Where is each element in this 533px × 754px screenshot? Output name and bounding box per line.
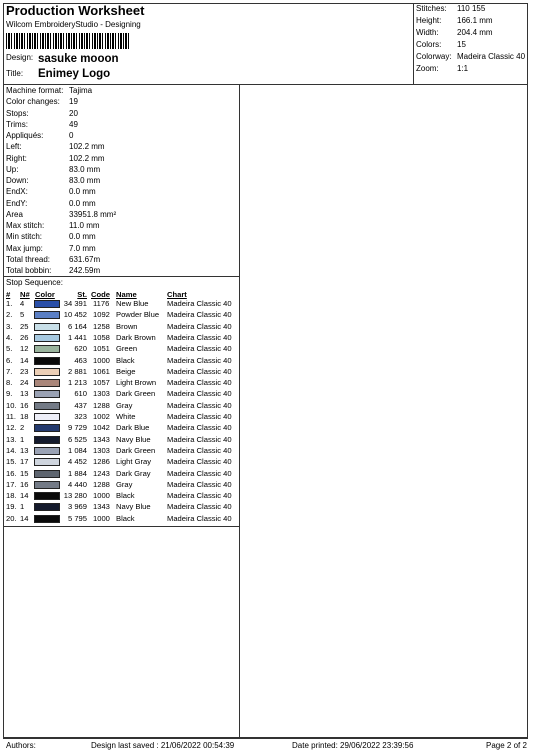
- summary-value: 1:1: [457, 64, 469, 73]
- summary-label: Colorway:: [416, 52, 452, 61]
- row-code: 1243: [93, 468, 110, 478]
- row-code: 1288: [93, 400, 110, 410]
- row-code: 1303: [93, 389, 110, 399]
- col-header-st: St.: [77, 290, 87, 299]
- color-swatch: [34, 458, 60, 466]
- column-divider: [239, 84, 240, 738]
- footer-divider: [3, 738, 528, 739]
- color-swatch: [34, 470, 60, 478]
- row-code: 1057: [93, 378, 110, 388]
- row-chart: Madeira Classic 40: [167, 299, 232, 308]
- row-code: 1343: [93, 434, 110, 444]
- row-needle: 25: [20, 321, 29, 331]
- spec-label: Color changes:: [6, 97, 60, 107]
- color-swatch: [34, 334, 60, 342]
- row-color-name: Light Gray: [116, 457, 152, 467]
- table-bottom-divider: [3, 526, 239, 527]
- summary-value: Madeira Classic 40: [457, 52, 526, 61]
- summary-label: Width:: [416, 28, 439, 37]
- spec-value: 631.67m: [69, 254, 101, 264]
- row-needle: 13: [20, 389, 29, 399]
- col-header-code: Code: [91, 290, 110, 299]
- row-needle: 1: [20, 434, 25, 444]
- spec-value: 102.2 mm: [69, 153, 105, 163]
- row-chart: Madeira Classic 40: [167, 321, 232, 331]
- row-needle: 12: [20, 344, 29, 354]
- row-code: 1002: [93, 412, 110, 421]
- row-chart: Madeira Classic 40: [167, 355, 232, 365]
- summary-divider: [413, 3, 414, 84]
- row-code: 1176: [93, 299, 110, 308]
- row-stitches: 4 452: [67, 457, 87, 467]
- color-swatch: [34, 447, 60, 455]
- row-needle: 15: [20, 468, 29, 478]
- row-code: 1058: [93, 332, 110, 342]
- col-header-num: #: [6, 290, 11, 299]
- software-subtitle: Wilcom EmbroideryStudio - Designing: [6, 20, 141, 29]
- spec-value: Tajima: [69, 86, 93, 95]
- row-number: 1.: [6, 299, 13, 308]
- row-stitches: 2 881: [67, 366, 87, 376]
- row-needle: 23: [20, 366, 29, 376]
- spec-label: EndY:: [6, 198, 28, 208]
- color-swatch: [34, 492, 60, 500]
- row-chart: Madeira Classic 40: [167, 468, 232, 478]
- row-stitches: 10 452: [63, 310, 87, 320]
- stop-sequence-title: Stop Sequence:: [6, 278, 63, 287]
- color-swatch: [34, 424, 60, 432]
- summary-value: 110 155: [457, 4, 486, 13]
- color-swatch: [34, 323, 60, 331]
- row-number: 12.: [6, 423, 17, 433]
- row-code: 1061: [93, 366, 110, 376]
- row-chart: Madeira Classic 40: [167, 344, 232, 354]
- row-number: 17.: [6, 479, 17, 489]
- row-needle: 14: [20, 491, 29, 501]
- row-needle: 18: [20, 412, 29, 421]
- row-color-name: Black: [116, 355, 135, 365]
- col-header-chart: Chart: [167, 290, 187, 299]
- design-label: Design:: [6, 53, 34, 62]
- spec-value: 19: [69, 97, 78, 107]
- row-stitches: 1 441: [67, 332, 87, 342]
- summary-value: 204.4 mm: [457, 28, 493, 37]
- col-header-name: Name: [116, 290, 137, 299]
- row-chart: Madeira Classic 40: [167, 491, 232, 501]
- row-number: 16.: [6, 468, 17, 478]
- row-color-name: Dark Brown: [116, 332, 156, 342]
- title-label: Title:: [6, 69, 24, 78]
- spec-label: Down:: [6, 176, 29, 185]
- color-swatch: [34, 413, 60, 421]
- row-code: 1051: [93, 344, 110, 354]
- row-needle: 16: [20, 400, 29, 410]
- spec-label: Trims:: [6, 119, 28, 129]
- color-swatch: [34, 368, 60, 376]
- row-stitches: 4 440: [67, 479, 87, 489]
- row-chart: Madeira Classic 40: [167, 479, 232, 489]
- row-color-name: Powder Blue: [116, 310, 160, 320]
- row-code: 1303: [93, 445, 110, 455]
- row-needle: 2: [20, 423, 25, 433]
- row-number: 20.: [6, 513, 17, 523]
- spec-value: 33951.8 mm²: [69, 209, 117, 219]
- summary-value: 166.1 mm: [457, 16, 493, 25]
- row-stitches: 13 280: [63, 491, 87, 501]
- color-swatch: [34, 402, 60, 410]
- row-number: 13.: [6, 434, 17, 444]
- row-color-name: New Blue: [116, 299, 149, 308]
- row-chart: Madeira Classic 40: [167, 457, 232, 467]
- spec-label: EndX:: [6, 187, 28, 197]
- row-number: 3.: [6, 321, 13, 331]
- row-code: 1258: [93, 321, 110, 331]
- row-chart: Madeira Classic 40: [167, 366, 232, 376]
- row-needle: 5: [20, 310, 25, 320]
- row-needle: 4: [20, 299, 25, 308]
- spec-value: 11.0 mm: [69, 221, 100, 230]
- row-chart: Madeira Classic 40: [167, 332, 232, 342]
- spec-value: 49: [69, 119, 78, 129]
- summary-label: Stitches:: [416, 4, 447, 13]
- row-code: 1288: [93, 479, 110, 489]
- spec-label: Left:: [6, 142, 22, 152]
- row-stitches: 9 729: [67, 423, 87, 433]
- row-color-name: Brown: [116, 321, 138, 331]
- row-color-name: Gray: [116, 400, 133, 410]
- row-stitches: 3 969: [67, 502, 87, 512]
- row-chart: Madeira Classic 40: [167, 310, 232, 320]
- row-color-name: Black: [116, 513, 135, 523]
- row-stitches: 34 391: [63, 299, 87, 308]
- spec-value: 0.0 mm: [69, 232, 96, 242]
- barcode-image: [6, 33, 130, 49]
- footer-page-number: Page 2 of 2: [486, 741, 527, 750]
- row-chart: Madeira Classic 40: [167, 434, 232, 444]
- spec-label: Total bobbin:: [6, 266, 52, 275]
- row-number: 9.: [6, 389, 13, 399]
- spec-value: 102.2 mm: [69, 142, 105, 152]
- row-stitches: 1 884: [67, 468, 87, 478]
- row-chart: Madeira Classic 40: [167, 423, 232, 433]
- row-color-name: Beige: [116, 366, 136, 376]
- summary-label: Zoom:: [416, 64, 439, 73]
- spec-value: 0.0 mm: [69, 198, 96, 208]
- row-needle: 13: [20, 445, 29, 455]
- row-color-name: Dark Green: [116, 445, 156, 455]
- row-color-name: Green: [116, 344, 138, 354]
- row-stitches: 6 164: [67, 321, 87, 331]
- row-chart: Madeira Classic 40: [167, 412, 232, 421]
- row-number: 8.: [6, 378, 13, 388]
- spec-label: Min stitch:: [6, 232, 43, 242]
- row-code: 1000: [93, 513, 110, 523]
- page-title: Production Worksheet: [6, 3, 145, 18]
- spec-label: Area: [6, 209, 23, 219]
- row-stitches: 610: [74, 389, 87, 399]
- row-color-name: Navy Blue: [116, 502, 151, 512]
- color-swatch: [34, 379, 60, 387]
- row-chart: Madeira Classic 40: [167, 513, 232, 523]
- color-swatch: [34, 481, 60, 489]
- row-stitches: 437: [74, 400, 87, 410]
- spec-label: Max stitch:: [6, 221, 45, 230]
- spec-value: 7.0 mm: [69, 243, 96, 253]
- color-swatch: [34, 357, 60, 365]
- row-needle: 16: [20, 479, 29, 489]
- row-stitches: 1 213: [67, 378, 87, 388]
- row-needle: 24: [20, 378, 29, 388]
- row-code: 1000: [93, 491, 110, 501]
- title-value: Enimey Logo: [38, 68, 111, 80]
- spec-label: Up:: [6, 164, 19, 174]
- row-color-name: Navy Blue: [116, 434, 151, 444]
- design-value: sasuke mooon: [38, 53, 119, 65]
- row-needle: 14: [20, 355, 29, 365]
- footer-last-saved: Design last saved : 21/06/2022 00:54:39: [91, 741, 235, 750]
- spec-label: Total thread:: [6, 254, 51, 264]
- row-stitches: 323: [74, 412, 87, 421]
- spec-value: 0: [69, 131, 74, 140]
- color-swatch: [34, 503, 60, 511]
- spec-value: 20: [69, 108, 78, 118]
- spec-value: 0.0 mm: [69, 187, 96, 197]
- row-color-name: Dark Blue: [116, 423, 150, 433]
- color-swatch: [34, 515, 60, 523]
- row-code: 1343: [93, 502, 110, 512]
- spec-value: 83.0 mm: [69, 164, 101, 174]
- row-color-name: Dark Green: [116, 389, 156, 399]
- row-number: 14.: [6, 445, 17, 455]
- row-needle: 14: [20, 513, 29, 523]
- row-number: 7.: [6, 366, 13, 376]
- row-stitches: 6 525: [67, 434, 87, 444]
- row-stitches: 620: [74, 344, 87, 354]
- row-needle: 17: [20, 457, 29, 467]
- header-divider: [3, 84, 528, 85]
- row-chart: Madeira Classic 40: [167, 445, 232, 455]
- spec-label: Max jump:: [6, 243, 43, 253]
- row-color-name: Gray: [116, 479, 133, 489]
- row-number: 11.: [6, 412, 16, 421]
- row-color-name: Light Brown: [116, 378, 157, 388]
- row-color-name: Black: [116, 491, 135, 501]
- row-color-name: Dark Gray: [116, 468, 151, 478]
- color-swatch: [34, 345, 60, 353]
- row-chart: Madeira Classic 40: [167, 400, 232, 410]
- summary-label: Height:: [416, 16, 442, 25]
- spec-value: 242.59m: [69, 266, 101, 275]
- col-header-color: Color: [35, 290, 55, 299]
- row-number: 15.: [6, 457, 17, 467]
- row-stitches: 5 795: [67, 513, 87, 523]
- summary-value: 15: [457, 40, 466, 49]
- row-number: 4.: [6, 332, 13, 342]
- row-number: 6.: [6, 355, 13, 365]
- row-chart: Madeira Classic 40: [167, 389, 232, 399]
- summary-label: Colors:: [416, 40, 442, 49]
- row-number: 5.: [6, 344, 13, 354]
- row-chart: Madeira Classic 40: [167, 502, 232, 512]
- row-code: 1042: [93, 423, 110, 433]
- row-stitches: 463: [74, 355, 87, 365]
- spec-label: Stops:: [6, 108, 29, 118]
- footer-authors: Authors:: [6, 741, 36, 750]
- color-swatch: [34, 311, 60, 319]
- specs-divider: [3, 276, 239, 277]
- row-needle: 26: [20, 332, 29, 342]
- color-swatch: [34, 300, 60, 308]
- color-swatch: [34, 436, 60, 444]
- footer-date-printed: Date printed: 29/06/2022 23:39:56: [292, 741, 414, 750]
- row-code: 1286: [93, 457, 110, 467]
- row-code: 1000: [93, 355, 110, 365]
- row-needle: 1: [20, 502, 25, 512]
- color-swatch: [34, 390, 60, 398]
- spec-label: Machine format:: [6, 86, 64, 95]
- row-number: 2.: [6, 310, 13, 320]
- row-chart: Madeira Classic 40: [167, 378, 232, 388]
- row-number: 10.: [6, 400, 17, 410]
- spec-value: 83.0 mm: [69, 176, 101, 185]
- col-header-n: N#: [20, 290, 30, 299]
- row-number: 18.: [6, 491, 17, 501]
- spec-label: Appliqués:: [6, 131, 44, 140]
- spec-label: Right:: [6, 153, 27, 163]
- row-number: 19.: [6, 502, 17, 512]
- row-color-name: White: [116, 412, 136, 421]
- row-stitches: 1 084: [67, 445, 87, 455]
- row-code: 1092: [93, 310, 110, 320]
